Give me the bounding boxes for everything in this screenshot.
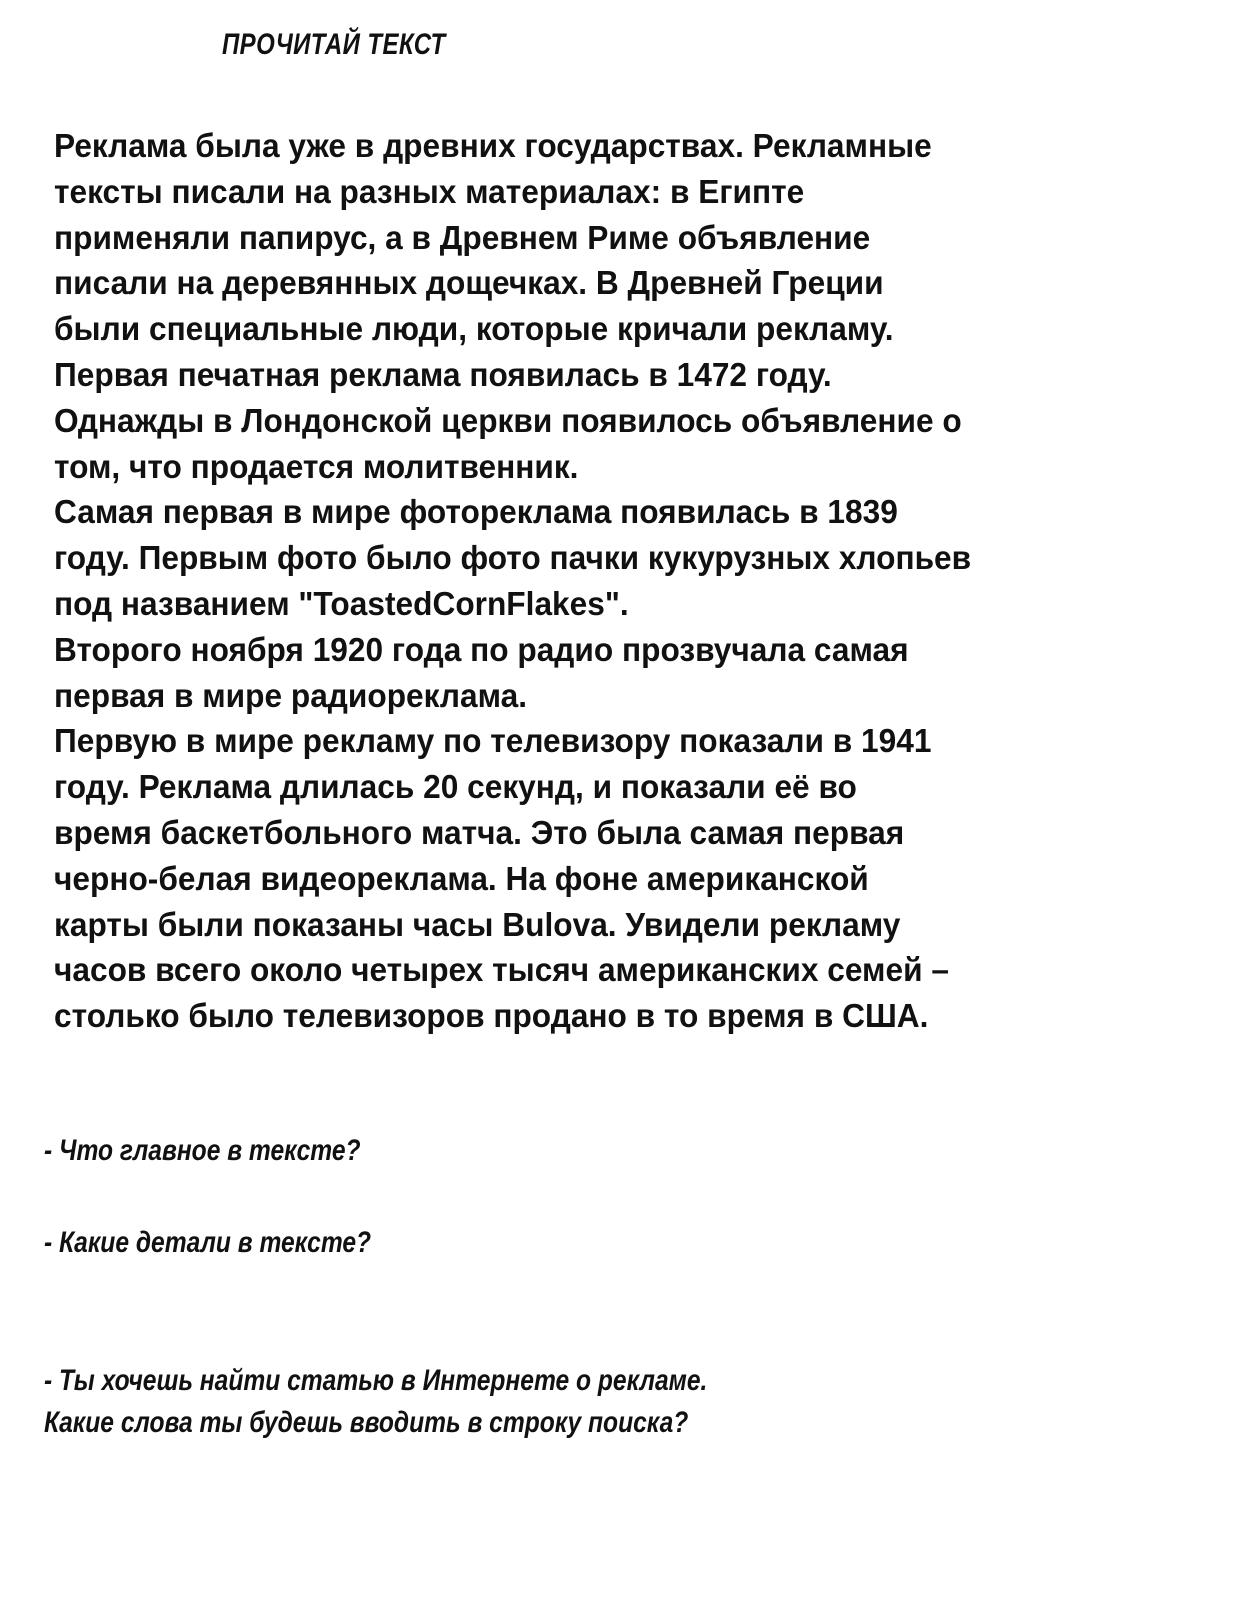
question-search-line-2: Какие слова ты будешь вводить в строку поиска? xyxy=(44,1406,689,1439)
text-line: были специальные люди, которые кричали рекламу. xyxy=(54,311,894,349)
text-line: применяли папирус, а в Древнем Риме объявление xyxy=(54,219,871,257)
question-main-idea: - Что главное в тексте? xyxy=(44,1134,361,1167)
text-line: Однажды в Лондонской церкви появилось объявление о xyxy=(54,402,962,440)
text-line: столько было телевизоров продано в то время в США. xyxy=(54,998,929,1036)
question-search-line-1: - Ты хочешь найти статью в Интернете о рекламе. xyxy=(44,1364,708,1397)
text-line: время баскетбольного матча. Это была самая первая xyxy=(54,814,905,852)
page-title: ПРОЧИТАЙ ТЕКСТ xyxy=(222,28,446,61)
text-line: карты были показаны часы Bulova. Увидели рекламу xyxy=(54,906,901,944)
main-text xyxy=(54,124,1112,1040)
question-details: - Какие детали в тексте? xyxy=(44,1226,372,1259)
text-line: Самая первая в мире фотореклама появилась в 1839 xyxy=(54,494,898,532)
text-line: тексты писали на разных материалах: в Египте xyxy=(54,173,805,211)
text-line: писали на деревянных дощечках. В Древней Греции xyxy=(54,265,884,303)
text-line: Первая печатная реклама появилась в 1472 году. xyxy=(54,356,832,394)
text-line: под названием "ToastedCornFlakes". xyxy=(54,585,629,623)
text-line: Первую в мире рекламу по телевизору показали в 1941 xyxy=(54,723,932,761)
text-line: первая в мире радиореклама. xyxy=(54,677,528,715)
text-line: том, что продается молитвенник. xyxy=(54,448,579,486)
text-line: часов всего около четырех тысяч американских семей – xyxy=(54,952,949,990)
text-line: черно-белая видеореклама. На фоне американской xyxy=(54,860,869,898)
text-line: году. Реклама длилась 20 секунд, и показали её во xyxy=(54,769,857,807)
text-line: Второго ноября 1920 года по радио прозвучала самая xyxy=(54,631,909,669)
text-line: Реклама была уже в древних государствах. Рекламные xyxy=(54,128,932,165)
text-line: году. Первым фото было фото пачки кукурузных хлопьев xyxy=(54,540,972,578)
